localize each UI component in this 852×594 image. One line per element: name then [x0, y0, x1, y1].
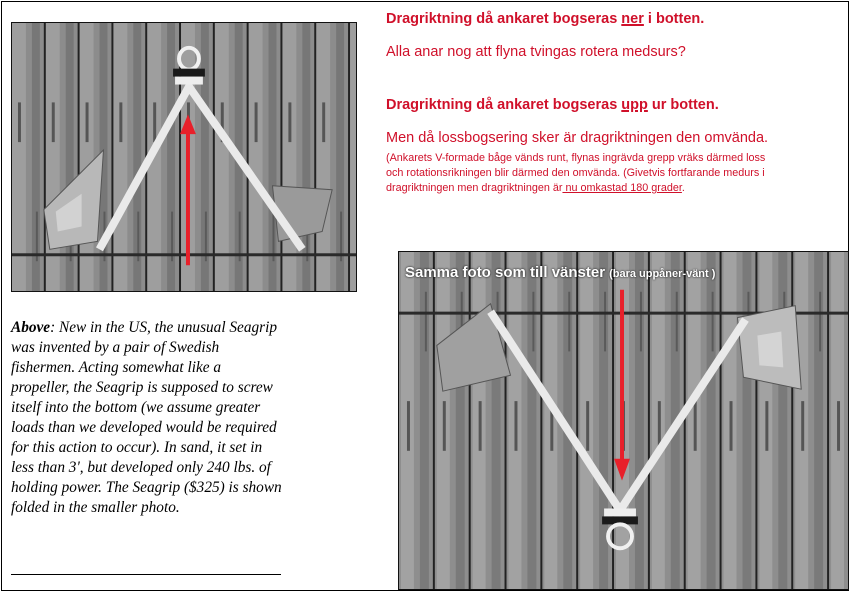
caption-lead: Above — [11, 319, 51, 336]
note-line-1: Alla anar nog att flyna tvingas rotera medsurs? — [386, 44, 686, 60]
emphasis-down: ner — [621, 11, 644, 27]
note-small-2: och rotationsrikningen blir därmed den omvända. (Givetvis fortfarande medurs i — [386, 167, 765, 179]
photo-bottom-caption-sub: (bara uppåner-vänt ) — [609, 268, 716, 280]
photo-bottom-caption: Samma foto som till vänster (bara uppåner-vänt ) — [405, 264, 716, 281]
anchor-photo-top — [11, 22, 357, 292]
anchor-photo-bottom — [398, 251, 849, 590]
caption-body: : New in the US, the unusual Seagrip was invented by a pair of Swedish fishermen. Acting somewhat like a propeller, the Seagrip is supposed to screw itself into the bottom (we assume greater loads than we developed would be required for this action to occur). In sand, it set in less than 3', but developed only 240 lbs. of holding power. The Seagrip ($325) is shown folded in the smaller photo. — [11, 319, 282, 516]
heading-towing-down: Dragriktning då ankaret bogseras ner i botten. — [386, 11, 705, 27]
caption-divider — [11, 574, 281, 575]
note-small-3: dragriktningen men dragriktningen är nu omkastad 180 grader. — [386, 182, 685, 194]
photo-caption-text — [11, 318, 283, 518]
note-line-2: Men då lossbogsering sker är dragriktningen den omvända. — [386, 130, 769, 146]
emphasis-up: upp — [621, 97, 648, 113]
emphasis-reversed: nu omkastad 180 grader — [562, 182, 682, 194]
heading-towing-up: Dragriktning då ankaret bogseras upp ur botten. — [386, 97, 719, 113]
note-small-1: (Ankarets V-formade båge vänds runt, flynas ingrävda grepp vräks därmed loss — [386, 152, 766, 164]
